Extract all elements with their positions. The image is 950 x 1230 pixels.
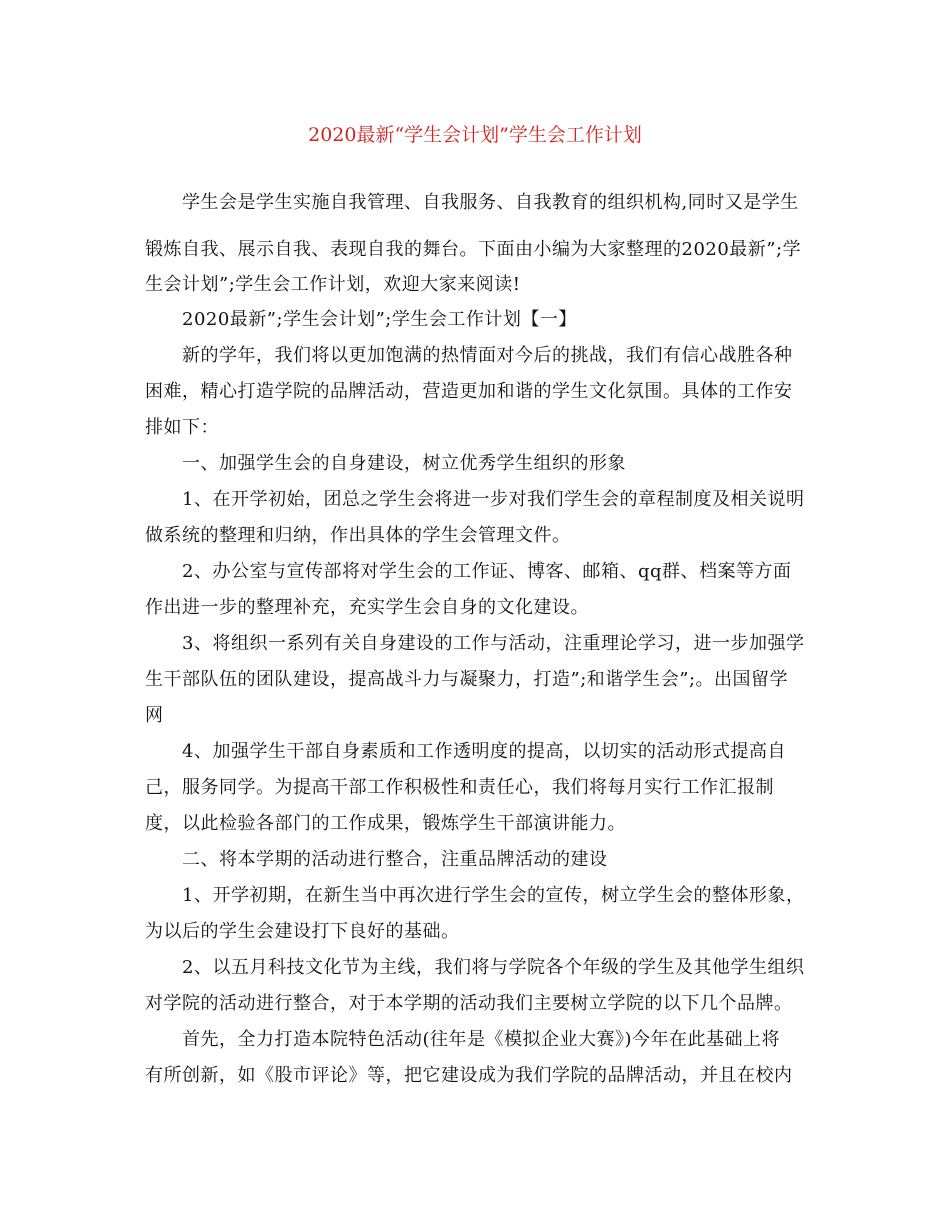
- text-line: 困难，精心打造学院的品牌活动，营造更加和谐的学生文化氛围。具体的工作安: [145, 381, 793, 402]
- text-line: 4、加强学生干部自身素质和工作透明度的提高，以切实的活动形式提高自: [182, 741, 786, 762]
- text-line: 网: [145, 705, 164, 726]
- text-line: 做系统的整理和归纳，作出具体的学生会管理文件。: [145, 525, 571, 546]
- section-heading: 2020最新”;学生会计划”;学生会工作计划【一】: [182, 309, 577, 330]
- text-line: 新的学年，我们将以更加饱满的热情面对今后的挑战，我们有信心战胜各种: [182, 345, 793, 366]
- text-line: 作出进一步的整理补充，充实学生会自身的文化建设。: [145, 597, 589, 618]
- text-line: 生干部队伍的团队建设，提高战斗力与凝聚力，打造”;和谐学生会”;。出国留学: [145, 669, 789, 690]
- text-line: 锻炼自我、展示自我、表现自我的舞台。下面由小编为大家整理的2020最新”;学: [145, 239, 802, 260]
- section-heading: 一、加强学生会的自身建设，树立优秀学生组织的形象: [182, 453, 626, 474]
- text-line: 1、在开学初始，团总之学生会将进一步对我们学生会的章程制度及相关说明: [182, 489, 805, 510]
- text-line: 1、开学初期，在新生当中再次进行学生会的宣传，树立学生会的整体形象，: [182, 885, 805, 906]
- text-line: 首先，全力打造本院特色活动(往年是《模拟企业大赛》)今年在此基础上将: [182, 1029, 781, 1050]
- text-line: 学生会是学生实施自我管理、自我服务、自我教育的组织机构,同时又是学生: [182, 192, 799, 213]
- text-line: 排如下：: [145, 417, 219, 438]
- text-line: 2、办公室与宣传部将对学生会的工作证、博客、邮箱、qq群、档案等方面: [182, 561, 792, 582]
- text-line: 度，以此检验各部门的工作成果，锻炼学生干部演讲能力。: [145, 813, 626, 834]
- text-line: 3、将组织一系列有关自身建设的工作与活动，注重理论学习，进一步加强学: [182, 633, 805, 654]
- text-line: 己，服务同学。为提高干部工作积极性和责任心，我们将每月实行工作汇报制: [145, 777, 774, 798]
- text-line: 2、以五月科技文化节为主线，我们将与学院各个年级的学生及其他学生组织: [182, 957, 805, 978]
- text-line: 对学院的活动进行整合，对于本学期的活动我们主要树立学院的以下几个品牌。: [145, 993, 793, 1014]
- section-heading: 二、将本学期的活动进行整合，注重品牌活动的建设: [182, 849, 608, 870]
- text-line: 有所创新，如《股市评论》等，把它建设成为我们学院的品牌活动，并且在校内: [145, 1065, 793, 1086]
- text-line: 生会计划”;学生会工作计划，欢迎大家来阅读!: [145, 274, 521, 295]
- text-line: 为以后的学生会建设打下良好的基础。: [145, 921, 460, 942]
- document-title: 2020最新“学生会计划”学生会工作计划: [308, 124, 642, 146]
